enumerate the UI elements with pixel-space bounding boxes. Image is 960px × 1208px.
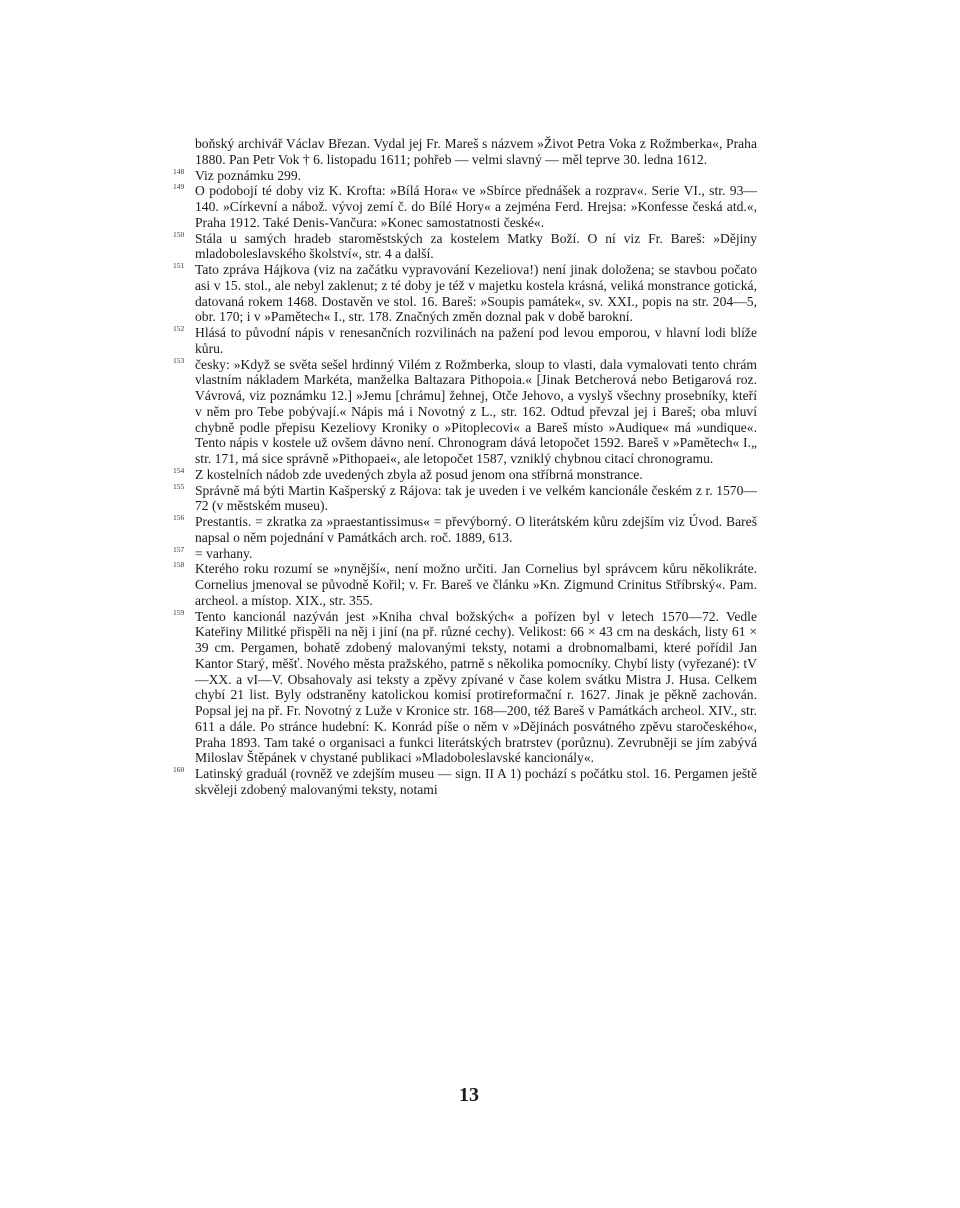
footnote-number: 150 <box>173 229 185 239</box>
footnote-number: 157 <box>173 544 185 554</box>
footnote-159 <box>173 607 757 767</box>
footnote-text: Z kostelních nádob zde uvedených zbyla až posud jenom ona stříbrná monstrance. <box>195 466 643 482</box>
page-number: 13 <box>459 1084 479 1106</box>
footnote-number: 149 <box>173 182 185 192</box>
footnote-number: 148 <box>173 166 185 176</box>
footnote-number: 156 <box>173 513 185 522</box>
footnote-continuation <box>195 136 757 168</box>
footnote-150 <box>173 229 757 263</box>
footnote-152 <box>173 324 757 357</box>
footnote-text: Stála u samých hradeb staroměstských za kostelem Matky Boží. O ní viz Fr. Bareš: »Dějiny mladoboleslavského školství«, str. 4 a další. <box>195 230 757 262</box>
footnote-number: 152 <box>173 324 185 333</box>
footnote-148 <box>173 166 757 184</box>
footnote-text: Prestantis. = zkratka za »praestantissimus« = převýborný. O literátském kůru zdejším viz Úvod. Bareš napsal o něm pojednání v Památkách arch. roč. 1889, 613. <box>195 514 757 545</box>
footnote-number: 155 <box>173 481 185 491</box>
footnote-number: 159 <box>173 607 185 617</box>
footnote-text: Kterého roku rozumí se »nynější«, není možno určiti. Jan Cornelius byl správcem kůru několikráte. Cornelius jmenoval se původně Kořil; v. Fr. Bareš ve článku »Kn. Zigmund Crinitus Stříbrský«. Pam. archeol. a místop. XIX., str. 355. <box>195 561 757 608</box>
footnote-number: 160 <box>173 765 185 774</box>
footnote-149 <box>173 182 757 230</box>
footnote-text: Správně má býti Martin Kašperský z Rájova: tak je uveden i ve velkém kancionále českém z r. 1570—72 (v městském museu). <box>195 482 757 514</box>
footnote-text: Latinský graduál (rovněž ve zdejším museu — sign. II A 1) pochází s počátku stol. 16. Pergamen ještě skvěleji zdobený malovanými teksty, notami <box>195 766 757 797</box>
footnote-text: Hlásá to původní nápis v renesančních rozvilinách na pažení pod levou emporou, v hlavní lodi blíže kůru. <box>195 325 757 356</box>
footnote-text: Tento kancionál nazýván jest »Kniha chval božských« a pořízen byl v letech 1570—72. Vedle Kateřiny Militké přispěli na něj i jiní (na př. různé cechy). Velikost: 66 × 43 cm na deskách, listy 61 × 39 cm. Pergamen, bohatě zdobený malovanými teksty, notami a drobnomalbami, které pořídil Jan Kantor Starý, měšť. Nového města pražského, patrně s několika pomocníky. Chybí listy (vyřezané): tV—XX. a vI—V. Obsahovaly asi teksty a zpěvy zpívané v čase kolem svátku Mistra J. Husa. Celkem chybí 21 list. Byly odstraněny katolickou komisí protireformační r. 1627. Jinak je pěkně zachován. Popsal jej na př. Fr. Novotný z Luže v Kronice str. 168—200, též Bareš v Památkách archeol. XIV., str. 611 a dále. Po stránce hudební: K. Konrád píše o něm v »Dějinách posvátného zpěvu staročeského«, Praha 1893. Tam také o organisaci a funkci literátských bratrstev (porůznu). Zevrubněji se jím zabývá Miloslav Štěpánek v chystané publikaci »Mladoboleslavské kancionály«. <box>195 608 757 766</box>
footnote-number: 151 <box>173 261 185 270</box>
footnote-number: 154 <box>173 465 185 475</box>
footnote-text: česky: »Když se světa sešel hrdinný Vilém z Rožmberka, sloup to vlasti, dala vymalovati tento chrám vlastním nákladem Markéta, manželka Baltazara Pithopoia.« [Jinak Betcherová nebo Betigarová roz. Vávrová, viz poznámku 12.] »Jemu [chrámu] žehnej, Otče Jehovo, a vyslyš všechny prosebníky, kteří v něm pro Tebe pobývají.« Nápis má i Novotný z L., str. 162. Odtud převzal jej i Bareš; oba mluví chybně podle přepisu Kezeliovy Kroniky o »Pitoplecovi« a Bareš místo »Audique« má »undique«. Tento nápis v kostele už ovšem dávno není. Chronogram dává letopočet 1592. Bareš v »Pamětech« I.„ str. 171, má sice správně »Pithopaei«, ale letopočet 1587, vzniklý chybnou citací chronogramu. <box>195 356 757 466</box>
footnote-160 <box>173 765 757 798</box>
footnote-text: = varhany. <box>195 545 253 561</box>
footnotes-block <box>173 136 757 798</box>
footnote-154 <box>173 465 757 483</box>
footnote-text: boňský archivář Václav Březan. Vydal jej Fr. Mareš s názvem »Život Petra Voka z Rožmberka«, Praha 1880. Pan Petr Vok † 6. listopadu 1611; pohřeb — velmi slavný — měl teprve 30. ledna 1612. <box>195 136 757 167</box>
footnote-number: 153 <box>173 355 185 365</box>
footnote-text: Tato zpráva Hájkova (viz na začátku vypravování Kezeliova!) není jinak doložena; se stavbou počato asi v 15. stol., ale nebyl zaklenut; z té doby je též v majetku kostela krásná, veliká monstrance gotická, datovaná rokem 1468. Dostavěn ve stol. 16. Bareš: »Soupis památek«, sv. XXI., popis na str. 204—5, obr. 170; i v »Pamětech« I., str. 178. Značných změn doznal pak v době barokní. <box>195 262 757 325</box>
footnote-151 <box>173 261 757 325</box>
footnote-text: Viz poznámku 299. <box>195 167 302 183</box>
footnote-text: O podobojí té doby viz K. Krofta: »Bílá Hora« ve »Sbírce přednášek a rozprav«. Serie VI., str. 93—140. »Církevní a nábož. vývoj zemí č. do Bílé Hory« a zejména Ferd. Hrejsa: »Konfesse česká atd.«, Praha 1912. Také Denis-Vančura: »Konec samostatnosti české«. <box>195 183 757 230</box>
footnote-number: 158 <box>173 560 185 570</box>
footnote-157 <box>173 544 757 562</box>
footnote-153 <box>173 355 757 467</box>
footnote-156 <box>173 513 757 546</box>
footnote-155 <box>173 481 757 515</box>
footnote-158 <box>173 560 757 608</box>
